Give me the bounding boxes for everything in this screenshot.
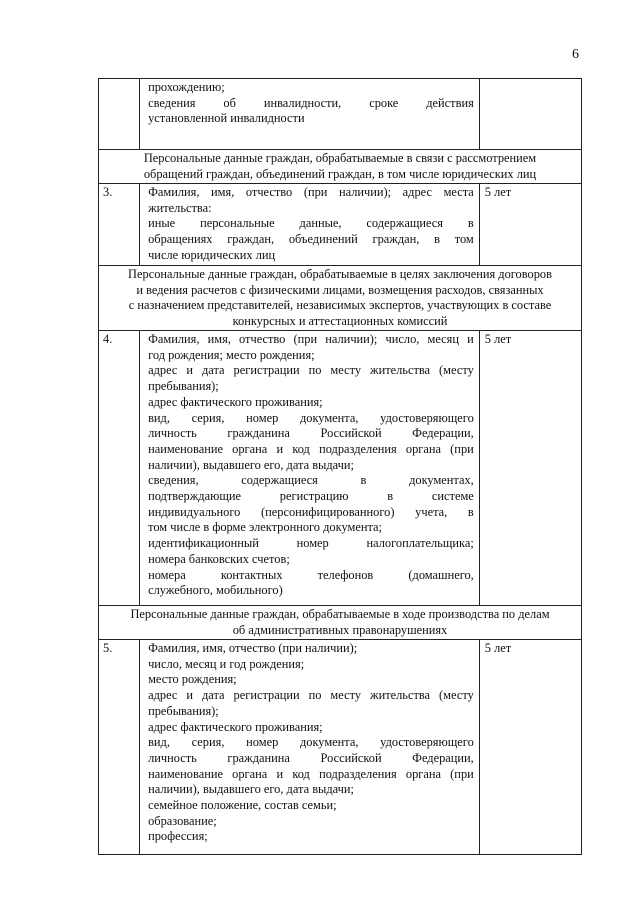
retention-term: 5 лет bbox=[479, 331, 581, 606]
text-line: наименование органа и код подразделения органа (при bbox=[148, 766, 474, 781]
data-description-cell bbox=[140, 184, 480, 266]
page-number: 6 bbox=[572, 47, 579, 62]
text-line: иные персональные данные, содержащиеся в bbox=[148, 216, 474, 231]
text-line: наличии), выдавшего его, дата выдачи; bbox=[148, 457, 354, 472]
text-line: жительства: bbox=[148, 200, 212, 215]
text-line: пребывания); bbox=[148, 703, 219, 718]
data-description-cell bbox=[140, 79, 480, 150]
row-number: 3. bbox=[99, 184, 140, 266]
text-line: число, месяц и год рождения; bbox=[148, 656, 305, 671]
text-line: адрес фактического проживания; bbox=[148, 394, 323, 409]
text-line: установленной инвалидности bbox=[148, 111, 305, 126]
heading-line: и ведения расчетов с физическими лицами, возмещения расходов, связанных bbox=[136, 282, 544, 297]
text-line: адрес и дата регистрации по месту жительства (месту bbox=[148, 363, 474, 378]
heading-line: Персональные данные граждан, обрабатываемые в связи с рассмотрением bbox=[143, 151, 537, 165]
text-line: прохождению; bbox=[148, 80, 225, 94]
section-heading bbox=[99, 606, 582, 640]
retention-term-cell bbox=[479, 79, 581, 150]
row-number-cell bbox=[99, 79, 140, 150]
section-heading-row bbox=[99, 150, 582, 184]
text-line: номера контактных телефонов (домашнего, bbox=[148, 567, 474, 582]
section-heading bbox=[99, 266, 582, 331]
text-line: вид, серия, номер документа, удостоверяющего bbox=[148, 410, 474, 425]
text-line: место рождения; bbox=[148, 672, 237, 687]
section-heading bbox=[99, 150, 582, 184]
text-line: числе юридических лиц bbox=[148, 247, 276, 262]
text-line: Фамилия, имя, отчество (при наличии); адрес места bbox=[148, 185, 474, 199]
text-line: образование; bbox=[148, 813, 217, 828]
data-description-cell bbox=[140, 331, 480, 606]
table-row bbox=[99, 640, 582, 855]
text-line: наличии), выдавшего его, дата выдачи; bbox=[148, 782, 354, 797]
section-heading-row bbox=[99, 606, 582, 640]
text-line: номера банковских счетов; bbox=[148, 551, 290, 566]
text-line: вид, серия, номер документа, удостоверяющего bbox=[148, 735, 474, 750]
retention-term: 5 лет bbox=[479, 184, 581, 266]
text-line: индивидуального (персонифицированного) учета, в bbox=[148, 504, 474, 519]
text-line: личность гражданина Российской Федерации, bbox=[148, 426, 474, 441]
text-line: Фамилия, имя, отчество (при наличии); число, месяц и bbox=[148, 332, 474, 346]
text-line: пребывания); bbox=[148, 379, 219, 394]
text-line: профессия; bbox=[148, 829, 208, 844]
heading-line: обращений граждан, объединений граждан, в том числе юридических лиц bbox=[143, 166, 537, 181]
text-line: идентификационный номер налогоплательщика; bbox=[148, 536, 474, 551]
row-number: 4. bbox=[99, 331, 140, 606]
text-line: адрес и дата регистрации по месту жительства (месту bbox=[148, 688, 474, 703]
text-line: сведения об инвалидности, сроке действия bbox=[148, 95, 474, 110]
text-line: наименование органа и код подразделения органа (при bbox=[148, 441, 474, 456]
personal-data-table bbox=[98, 78, 582, 855]
heading-line: Персональные данные граждан, обрабатываемые в целях заключения договоров bbox=[128, 267, 552, 281]
text-line: Фамилия, имя, отчество (при наличии); bbox=[148, 641, 358, 655]
heading-line: об административных правонарушениях bbox=[232, 622, 448, 637]
heading-line: с назначением представителей, независимых экспертов, участвующих в составе bbox=[128, 298, 552, 313]
text-line: адрес фактического проживания; bbox=[148, 719, 323, 734]
row-number: 5. bbox=[99, 640, 140, 855]
table-row bbox=[99, 184, 582, 266]
text-line: подтверждающие регистрацию в системе bbox=[148, 489, 474, 504]
table-row bbox=[99, 331, 582, 606]
heading-line: конкурсных и аттестационных комиссий bbox=[232, 314, 448, 329]
retention-term: 5 лет bbox=[479, 640, 581, 855]
text-line: сведения, содержащиеся в документах, bbox=[148, 473, 474, 488]
text-line: служебного, мобильного) bbox=[148, 583, 283, 598]
text-line: обращениях граждан, объединений граждан, в том bbox=[148, 232, 474, 247]
section-heading-row bbox=[99, 266, 582, 331]
table-row bbox=[99, 79, 582, 150]
text-line: год рождения; место рождения; bbox=[148, 347, 315, 362]
heading-line: Персональные данные граждан, обрабатываемые в ходе производства по делам bbox=[130, 607, 550, 621]
data-description-cell bbox=[140, 640, 480, 855]
text-line: том числе в форме электронного документа; bbox=[148, 520, 382, 535]
text-line: личность гражданина Российской Федерации, bbox=[148, 750, 474, 765]
text-line: семейное положение, состав семьи; bbox=[148, 798, 337, 813]
